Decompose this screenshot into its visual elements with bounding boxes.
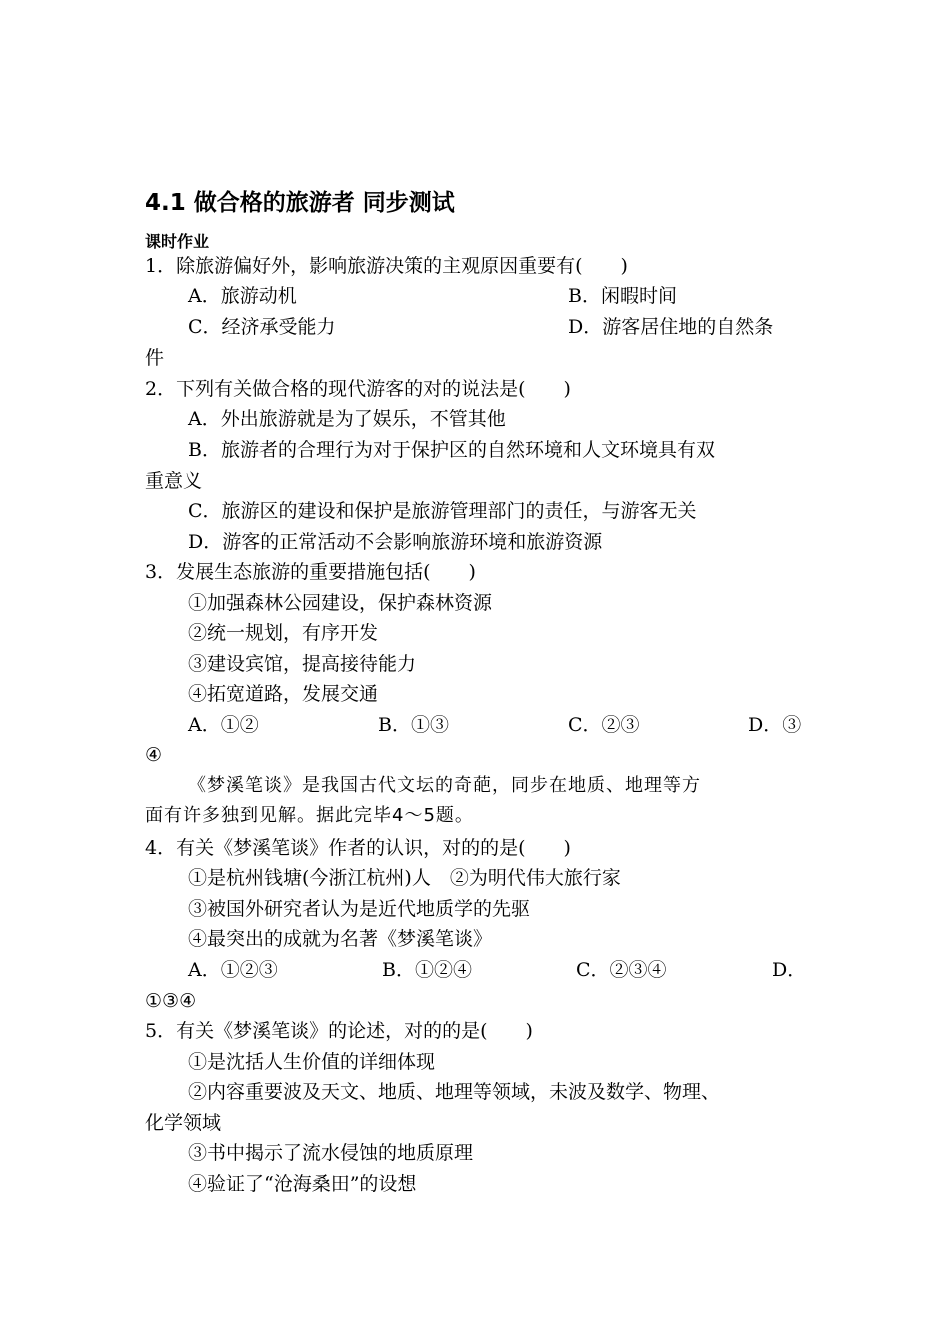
- question-3-item-2: ②统一规划，有序开发: [188, 622, 379, 644]
- question-3-option-d-wrap: ④: [145, 744, 163, 766]
- question-4-option-a: A．①②③: [188, 959, 278, 981]
- question-5-item-2: ②内容重要波及天文、地质、地理等领域，未波及数学、物理、: [188, 1081, 721, 1103]
- question-3-option-d: D．③: [748, 714, 802, 736]
- question-3-item-3: ③建设宾馆，提高接待能力: [188, 653, 417, 675]
- question-3-stem: 3．发展生态旅游的重要措施包括( ): [145, 561, 476, 583]
- page-title: 4.1 做合格的旅游者 同步测试: [145, 190, 455, 216]
- question-4-stem: 4．有关《梦溪笔谈》作者的认识，对的的是( ): [145, 837, 571, 859]
- question-4-items-1-2: ①是杭州钱塘(今浙江杭州)人 ②为明代伟大旅行家: [188, 867, 621, 889]
- question-4-option-c: C．②③④: [576, 959, 667, 981]
- passage-line-2: 面有许多独到见解。据此完毕4～5题。: [145, 805, 474, 826]
- question-2-option-b: B．旅游者的合理行为对于保护区的自然环境和人文环境具有双: [188, 439, 715, 461]
- question-1-option-d: D．游客居住地的自然条: [568, 316, 774, 338]
- question-2-stem: 2．下列有关做合格的现代游客的对的说法是( ): [145, 378, 571, 400]
- question-5-stem: 5．有关《梦溪笔谈》的论述，对的的是( ): [145, 1020, 533, 1042]
- question-1-option-a: A．旅游动机: [188, 285, 297, 307]
- question-1-option-c: C．经济承受能力: [188, 316, 336, 338]
- question-4-item-3: ③被国外研究者认为是近代地质学的先驱: [188, 898, 531, 920]
- question-5-item-1: ①是沈括人生价值的详细体现: [188, 1051, 436, 1073]
- passage-line-1: 《梦溪笔谈》是我国古代文坛的奇葩，同步在地质、地理等方: [188, 775, 701, 796]
- question-1-stem: 1．除旅游偏好外，影响旅游决策的主观原因重要有( ): [145, 255, 628, 277]
- question-5-item-2-wrap: 化学领域: [145, 1112, 222, 1134]
- question-2-option-a: A．外出旅游就是为了娱乐，不管其他: [188, 408, 506, 430]
- question-4-item-4: ④最突出的成就为名著《梦溪笔谈》: [188, 928, 493, 950]
- question-1-option-b: B．闲暇时间: [568, 285, 677, 307]
- question-3-option-a: A．①②: [188, 714, 259, 736]
- question-3-option-c: C．②③: [568, 714, 640, 736]
- question-4-option-d: D．: [772, 959, 807, 981]
- question-4-option-b: B．①②④: [382, 959, 472, 981]
- question-5-item-3: ③书中揭示了流水侵蚀的地质原理: [188, 1142, 474, 1164]
- question-3-item-4: ④拓宽道路，发展交通: [188, 683, 379, 705]
- question-3-item-1: ①加强森林公园建设，保护森林资源: [188, 592, 493, 614]
- question-2-option-c: C．旅游区的建设和保护是旅游管理部门的责任，与游客无关: [188, 500, 697, 522]
- question-3-option-b: B．①③: [378, 714, 449, 736]
- question-4-option-d-wrap: ①③④: [145, 990, 197, 1012]
- section-subtitle: 课时作业: [145, 232, 210, 251]
- question-5-item-4: ④验证了“沧海桑田”的设想: [188, 1173, 417, 1195]
- question-2-option-b-wrap: 重意义: [145, 470, 203, 492]
- question-2-option-d: D．游客的正常活动不会影响旅游环境和旅游资源: [188, 531, 603, 553]
- question-1-option-d-wrap: 件: [145, 347, 165, 369]
